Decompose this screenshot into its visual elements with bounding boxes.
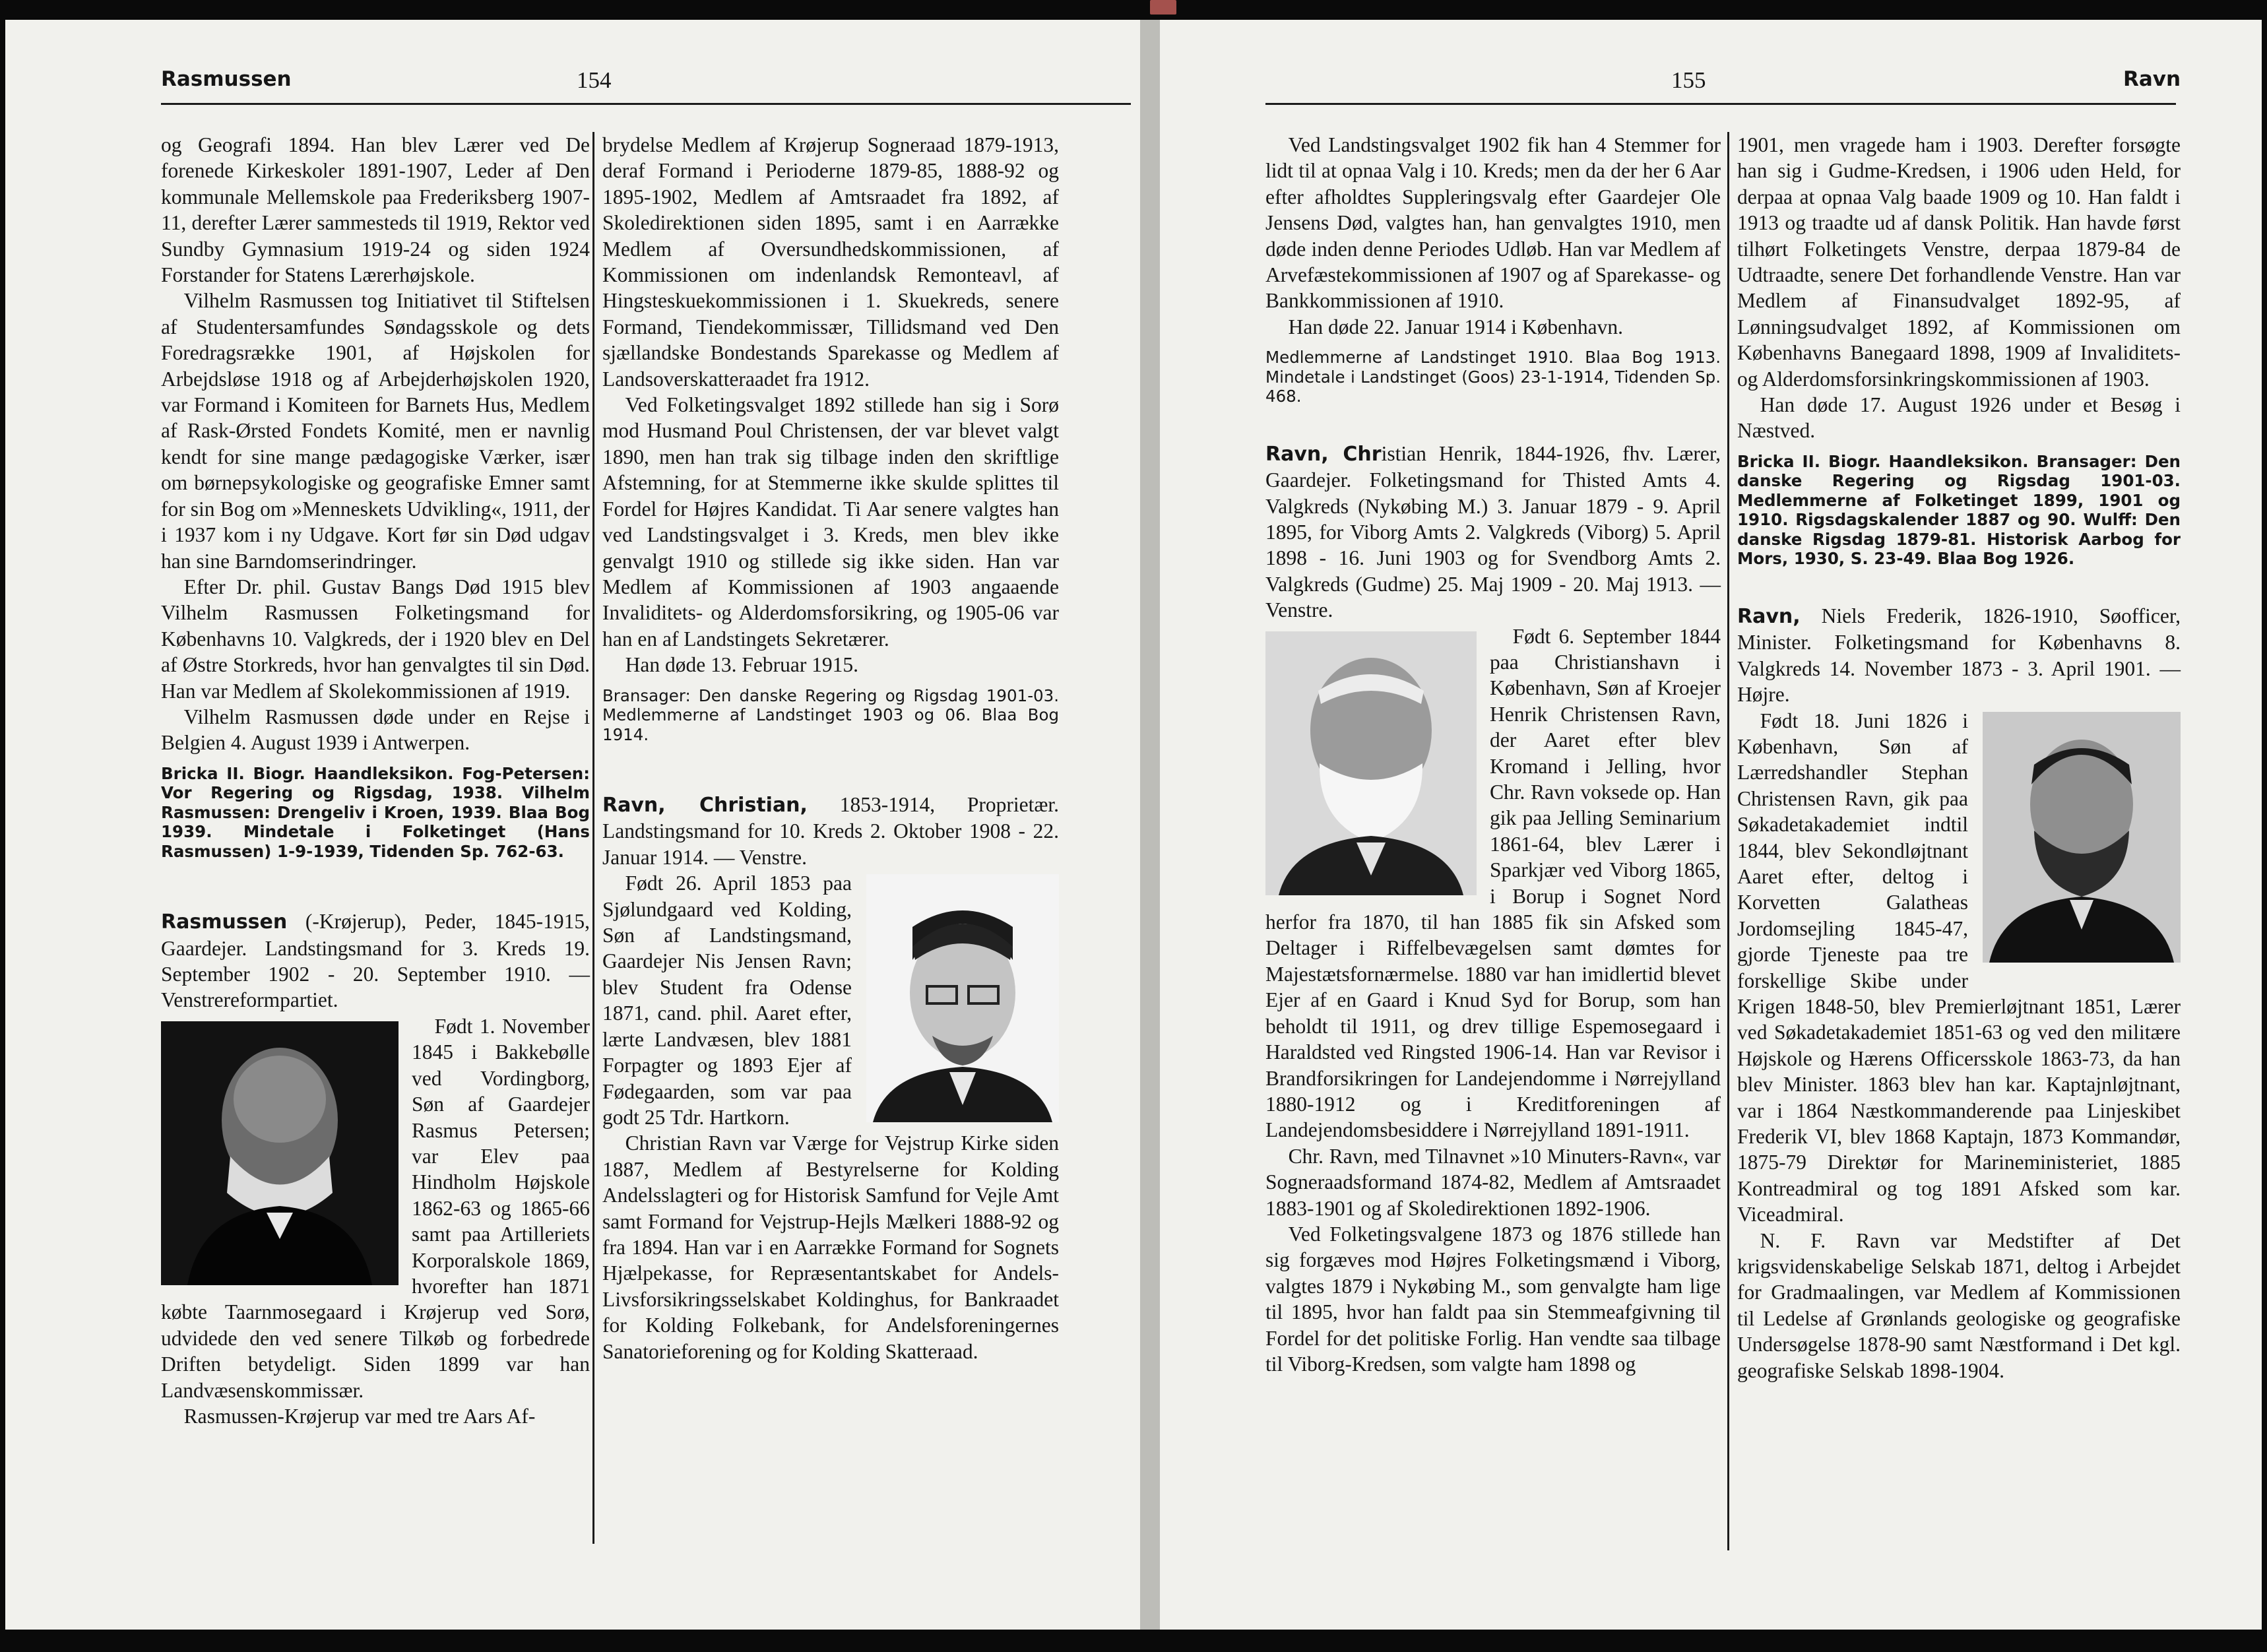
portrait-niels-frederik-ravn — [1983, 712, 2181, 963]
entry-intro: 1853-1914, Proprietær. Landstingsmand for 10. Kreds 2. Oktober 1908 - 22. Januar 1914. — Venstre. — [602, 793, 1059, 869]
portrait-christian-ravn — [866, 874, 1059, 1122]
paragraph: Vilhelm Rasmussen tog Initiativet til Stiftelsen af Studentersamfundes Søndagsskole og dets Foredragsrække 1901, af Højskolen for Arbejdsløse 1918 og af Arbejderhøjskolen 1920, var Formand i Komiteen for Barnets Hus, Medlem af Rask-Ørsted Fondets Komité, men er navnlig kendt for sine mange pædagogiske Værker, især om børnepsykologiske og geografiske Emner samt for sin Bog om »Menneskets Udvikling«, 1911, der i 1937 kom i ny Udgave. Kort før sin Død udgav han sine Barndomserindringer. — [161, 289, 590, 573]
paragraph-text: Født 26. April 1853 paa Sjølundgaard ved Kolding, Søn af Landstingsmand, Gaardejer Nis Jensen Ravn; blev Student fra Odense 1871, cand. phil. Aaret efter, lærte Landvæsen, blev 1881 Forpagter og 1893 Ejer af Fødegaarden, som var paa godt 25 Tdr. Hartkorn. — [602, 872, 852, 1129]
entry-intro: istian Henrik, 1844-1926, fhv. Lærer, Gaardejer. Folketingsmand for Thisted Amts 4. Valgkreds (Nykøbing M.) 3. Januar 1879 - 9. April 1895, for Viborg Amts 2. Valgkreds (Viborg) 5. April 1898 - 16. Juni 1903 og for Svendborg Amts 2. Valgkreds (Gudme) 25. Maj 1909 - 20. Maj 1913. — Venstre. — [1265, 441, 1721, 622]
entry-name: Ravn, — [1737, 604, 1801, 628]
header-rule-right — [1265, 103, 2176, 105]
paragraph-text: Født 6. September 1844 paa Christianshavn i København, Søn af Kroejer Henrik Christensen Ravn, der Aaret efter blev Kromand i Jelling, hvor Chr. Ravn voksede op. Han gik paa Jelling Seminarium 1861-64, blev Lærer i Sparkjær ved Viborg 1865, i Borup i Sognet Nord herfor fra 1870, til han 1885 fik sin Afsked som Deltager i Riffelbevægelsen samt dømtes for Majestætsfornærmelse. 1880 var han imidlertid blevet Ejer af en Gaard i Knud Syd for Borup, som han beholdt til 1911, og drev tillige Espemosegaard i Haraldsted ved Ringsted 1906-14. Han var Revisor i Brandforsikringen for Landejendomme i Nørrejylland 1880-1912 og i Kreditforeningen af Landejendomsbesiddere i Nørrejylland 1891-1911. — [1265, 624, 1721, 1142]
paragraph: Han døde 17. August 1926 under et Besøg i Næstved. — [1737, 393, 2181, 443]
paragraph: Chr. Ravn, med Tilnavnet »10 Minuters-Ravn«, var Sogneraadsformand 1874-82, Medlem af Amtsraadet 1883-1901 og af Skoledirektionen 1892-1906. — [1265, 1144, 1721, 1220]
paragraph: Vilhelm Rasmussen døde under en Rejse i Belgien 4. August 1939 i Antwerpen. — [161, 705, 590, 755]
paragraph: Han døde 22. Januar 1914 i København. — [1288, 315, 1624, 338]
left-page-column-2 — [602, 132, 1059, 1364]
paragraph: Christian Ravn var Værge for Vejstrup Kirke siden 1887, Medlem af Bestyrelserne for Kolding Andelsslagteri og for Historisk Samfund for Vejle Amt samt Formand for Vejstrup-Hejls Mælkeri 1888-92 og fra 1894. Han var i en Aarrække Formand for Sognets Hjælpekasse, for Repræsentantskabet for Andels-Livsforsikringsselskabet Koldinghus, for Bankraadet for Kolding Folkebank, for Andelsforeningernes Sanatorieforening og for Kolding Skatteraad. — [602, 1131, 1059, 1363]
page-number-right: 155 — [1671, 67, 1706, 93]
portrait-image — [1983, 712, 2181, 963]
left-page — [5, 20, 1160, 1630]
paragraph: og Geografi 1894. Han blev Lærer ved De forenede Kirkeskoler 1891-1907, Leder af Den kommunale Mellemskole paa Frederiksberg 1907-11, derefter Lærer sammesteds til 1919, Rektor ved Sundby Gymnasium 1919-24 og siden 1924 Forstander for Statens Lærerhøjskole. — [161, 133, 590, 287]
entry-heading — [1265, 441, 1721, 623]
portrait-peder-rasmussen — [161, 1021, 399, 1285]
paragraph: Ved Folketingsvalget 1892 stillede han sig i Sorø mod Husmand Poul Christensen, der var blevet valgt 1890, men han trak sig tilbage inden den skriftlige Afstemning, for at Stemmerne ikke skulde splittes til Fordel for Højres Kandidat. Ti Aar senere valgtes han ved Landstingsvalget i 3. Kreds, men blev ikke genvalgt 1910 og stillede sig ikke siden. Han var Medlem af Kommissionen af 1903 angaaende Invaliditets- og Alderdomsforsikring, og 1905-06 var han en af Landstingets Sekretærer. — [602, 393, 1059, 651]
paragraph-text: Født 18. Juni 1826 i København, Søn af Lærredshandler Stephan Christensen Ravn, gik paa Søkadetakademiet indtil 1844, blev Sekondløjtnant Aaret efter, deltog i Korvetten Galatheas Jordomsejling 1845-47, gjorde Tjeneste paa tre forskellige Skibe under Krigen 1848-50, blev Premierløjtnant 1851, Lærer ved Søkadetakademiet 1851-63 og ved den militære Højskole og Hærens Officersskole 1863-73, da han blev Minister. 1863 blev han kar. Kaptajnløjtnant, var i 1864 Næstkommanderende paa Linjeskibet Frederik VI, blev 1868 Kaptajn, 1873 Kommandør, 1875-79 Direktør for Marineministeriet, 1885 Kontreadmiral og tog 1891 Afsked som kar. Viceadmiral. — [1737, 709, 2181, 1226]
paragraph-text: Født 1. November 1845 i Bakkebølle ved Vordingborg, Søn af Gaardejer Rasmus Petersen; var Elev paa Hindholm Højskole 1862-63 og 1865-66 samt paa Artilleriets Korporalskole 1869, hvorefter han 1871 købte Taarnmosegaard i Krøjerup ved Sorø, udvidede den ved senere Tilkøb og forbedrede Driften betydeligt. Siden 1899 var han Landvæsenskommissær. — [161, 1014, 590, 1402]
page-number-left: 154 — [577, 67, 612, 93]
paragraph: brydelse Medlem af Krøjerup Sogneraad 1879-1913, deraf Formand i Perioderne 1879-85, 1888-92 og 1895-1902, Medlem af Amtsraadet fra 1892, af Skoledirektionen siden 1895, samt i en Aarrække Medlem af Oversundhedskommissionen, af Kommissionen om indenlandsk Remonteavl, af Hingsteskuekommissionen i 1. Skuekreds, senere Formand, Tiendekommissær, Tillidsmand ved Den sjællandske Bondestands Sparekasse og Medlem af Landsoverskatteraadet fra 1912. — [602, 133, 1059, 391]
portrait-image — [866, 874, 1059, 1122]
entry-heading — [1737, 603, 2181, 708]
bibliography-note: Bransager: Den danske Regering og Rigsdag 1901-03. Medlemmerne af Landstinget 1903 og 06. Blaa Bog 1914. — [602, 685, 1059, 744]
left-page-column-1 — [161, 132, 590, 1429]
paragraph: Efter Dr. phil. Gustav Bangs Død 1915 blev Vilhelm Rasmussen Folketingsmand for Københavns 10. Valgkreds, der i 1920 blev en Del af Østre Storkreds, hvor han genvalgtes til sin Død. Han var Medlem af Skolekommissionen af 1919. — [161, 575, 590, 703]
paragraph: Rasmussen-Krøjerup var med tre Aars Af- — [183, 1404, 536, 1428]
paragraph: Ved Landstingsvalget 1902 fik han 4 Stemmer for lidt til at opnaa Valg i 10. Kreds; men da der her 6 Aar efter afholdtes Suppleringsvalg efter Gaardejer Ole Jensens Død, valgtes han, han genvalgtes 1910, men døde inden denne Periodes Udløb. Han var Medlem af Arvefæstekommissionen af 1907 og af Sparekasse- og Bankkommissionen af 1910. — [1265, 133, 1721, 313]
column-divider-right — [1727, 132, 1729, 1550]
right-page-column-2 — [1737, 132, 2181, 1383]
entry-intro: Niels Frederik, 1826-1910, Søofficer, Minister. Folketingsmand for Københavns 8. Valgkreds 14. November 1873 - 3. April 1901. — Højre. — [1737, 604, 2181, 707]
column-divider-left — [592, 132, 594, 1544]
bibliography-note: Bricka II. Biogr. Haandleksikon. Fog-Petersen: Vor Regering og Rigsdag, 1938. Vilhelm Rasmussen: Drengeliv i Kroen, 1939. Blaa Bog 1939. Mindetale i Folketinget (Hans Rasmussen) 1-9-1939, Tidenden Sp. 762-63. — [161, 763, 590, 861]
entry-heading — [161, 908, 590, 1013]
right-page — [1140, 20, 2262, 1630]
portrait-christian-henrik-ravn — [1265, 631, 1477, 895]
paragraph — [1737, 708, 2181, 1228]
entry-name: Rasmussen — [161, 910, 288, 934]
header-rule-left — [161, 103, 1131, 105]
entry-name: Ravn, Chr — [1265, 442, 1382, 466]
bibliography-note: Bricka II. Biogr. Haandleksikon. Bransager: Den danske Regering og Rigsdag 1901-03. Medlemmerne af Folketinget 1899, 1901 og 1910. Rigsdagskalender 1887 og 90. Wulff: Den danske Rigsdag 1879-81. Historisk Aarbog for Mors, 1930, S. 23-49. Blaa Bog 1926. — [1737, 451, 2181, 569]
paragraph — [161, 1013, 590, 1403]
running-head-right: Ravn — [2123, 67, 2181, 91]
running-head-left: Rasmussen — [161, 67, 292, 91]
paragraph: 1901, men vragede ham i 1903. Derefter forsøgte han sig i Gudme-Kredsen, i 1906 uden Held, for derpaa at opnaa Valg baade 1909 og 10. Han faldt i 1913 og traadte ud af dansk Politik. Han havde først tilhørt Folketingets Venstre, derpaa 1879-84 de Udtraadte, senere Det forhandlende Venstre. Han var Medlem af Finansudvalget 1892-95, af Lønningsudvalget 1892, af Kommissionen om Københavns Banegaard 1898, 1909 af Invaliditets- og Alderdomsforsinkringskommissionen af 1903. — [1737, 133, 2181, 391]
paragraph — [1265, 623, 1721, 1143]
paragraph: N. F. Ravn var Medstifter af Det krigsvidenskabelige Selskab 1871, deltog i Arbejdet for Gradmaalingen, var Medlem af Kommissionen til Ledelse af Grønlands geologiske og geografiske Undersøgelse 1878-90 samt Næstformand i Det kgl. geografiske Selskab 1898-1904. — [1737, 1228, 2181, 1382]
right-page-column-1 — [1265, 132, 1721, 1377]
bibliography-note: Medlemmerne af Landstinget 1910. Blaa Bog 1913. Mindetale i Landstinget (Goos) 23-1-1914, Tidenden Sp. 468. — [1265, 348, 1721, 406]
entry-heading — [602, 792, 1059, 870]
top-edge-stamp — [1150, 0, 1176, 15]
portrait-image — [1265, 631, 1477, 895]
paragraph: Ved Folketingsvalgene 1873 og 1876 stillede han sig forgæves mod Højres Folketingsmænd i Viborg, valgtes 1879 i Nykøbing M., som genvalgte ham lige til 1895, hvor han faldt paa sin Stemmeafgivning til Fordel for det politiske Forlig. Han vendte saa tilbage til Viborg-Kredsen, som valgte ham 1898 og — [1265, 1222, 1721, 1376]
right-page-gutter-shadow — [1140, 20, 1160, 1630]
entry-intro: (-Krøjerup), Peder, 1845-1915, Gaardejer. Landstingsmand for 3. Kreds 19. September 1902 - 20. September 1910. — Venstrereformpartiet. — [161, 910, 590, 1012]
paragraph — [602, 870, 1059, 1130]
portrait-image — [161, 1021, 399, 1285]
paragraph: Han døde 13. Februar 1915. — [625, 653, 859, 677]
entry-name: Ravn, Christian, — [602, 794, 808, 817]
